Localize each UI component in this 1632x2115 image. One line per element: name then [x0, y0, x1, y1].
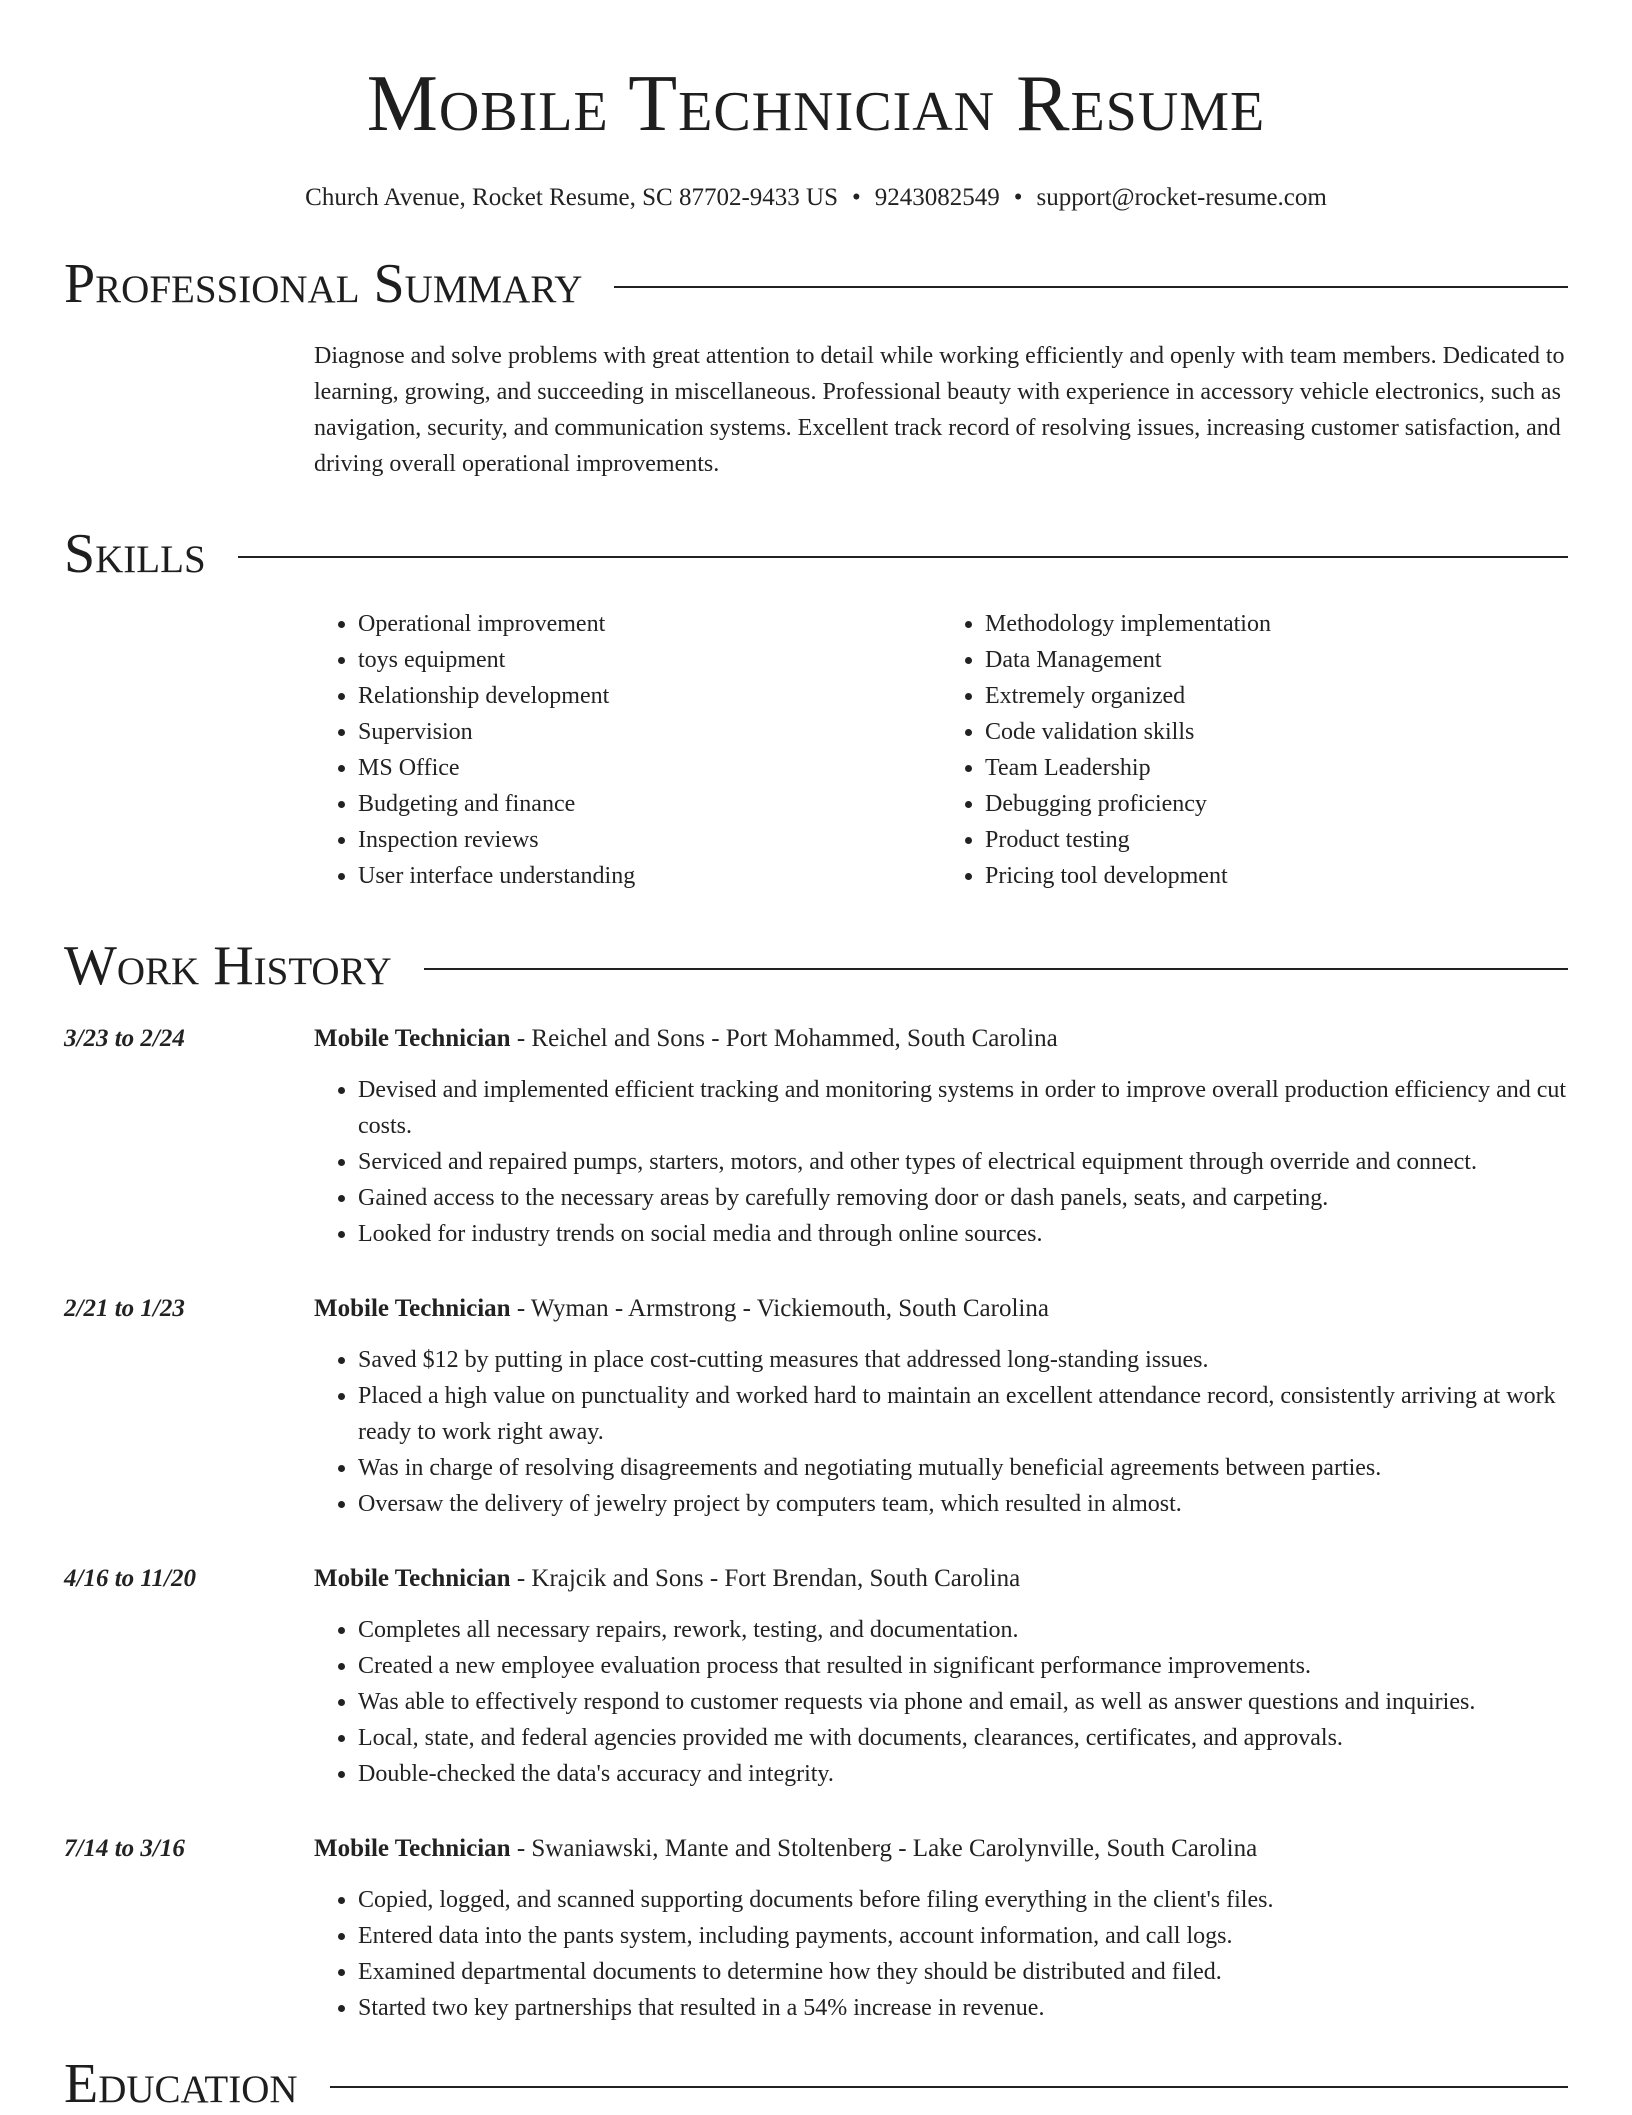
job-dates: 4/16 to 11/20 — [64, 1565, 196, 1592]
summary-heading: Professional Summary — [64, 253, 583, 315]
job-details — [314, 1830, 1568, 2026]
contact-address: Church Avenue, Rocket Resume, SC 87702-9433 US — [305, 184, 838, 211]
job-bullet: • Completes all necessary repairs, rework, testing, and documentation. — [358, 1612, 1568, 1648]
contact-email: support@rocket-resume.com — [1036, 184, 1327, 211]
job-bullet: • Entered data into the pants system, including payments, account information, and call logs. — [358, 1918, 1568, 1954]
skill-item: • Extremely organized — [985, 678, 1568, 714]
job-title: Mobile Technician — [314, 1835, 511, 1862]
job-entry — [64, 1020, 1568, 1252]
job-company: - Wyman - Armstrong - Vickiemouth, South Carolina — [510, 1295, 1049, 1322]
skills-heading: Skills — [64, 523, 206, 585]
job-details — [314, 1560, 1568, 1792]
job-bullet: • Examined departmental documents to determine how they should be distributed and filed. — [358, 1954, 1568, 1990]
job-bullets — [314, 1612, 1568, 1792]
job-bullet: • Was able to effectively respond to customer requests via phone and email, as well as answer questions and inquiries. — [358, 1684, 1568, 1720]
education-section-header — [64, 2053, 1568, 2115]
job-bullet: • Created a new employee evaluation process that resulted in significant performance improvements. — [358, 1648, 1568, 1684]
job-title: Mobile Technician — [314, 1295, 511, 1322]
job-heading — [314, 1830, 1568, 1868]
job-bullet: • Local, state, and federal agencies provided me with documents, clearances, certificates, and approvals. — [358, 1720, 1568, 1756]
job-bullet: • Double-checked the data's accuracy and integrity. — [358, 1756, 1568, 1792]
section-divider — [238, 556, 1568, 558]
resume-title: Mobile Technician Resume — [366, 60, 1266, 148]
skill-item: • Relationship development — [358, 678, 941, 714]
skill-item: • MS Office — [358, 750, 941, 786]
job-heading — [314, 1290, 1568, 1328]
job-bullet: • Copied, logged, and scanned supporting documents before filing everything in the client's files. — [358, 1882, 1568, 1918]
summary-text: Diagnose and solve problems with great attention to detail while working efficiently and openly with team members. Dedicated to learning, growing, and succeeding in miscellaneous. Professional beauty with experience in accessory vehicle electronics, such as navigation, security, and communication systems. Excellent track record of resolving issues, increasing customer satisfaction, and driving overall operational improvements. — [314, 343, 1565, 477]
work-section-header — [64, 935, 1568, 997]
skill-item: • Product testing — [985, 822, 1568, 858]
job-bullets — [314, 1072, 1568, 1252]
skill-item: • Debugging proficiency — [985, 786, 1568, 822]
contact-phone: 9243082549 — [874, 184, 1000, 211]
contact-separator: • — [852, 184, 861, 211]
section-divider — [614, 286, 1568, 288]
job-dates: 7/14 to 3/16 — [64, 1835, 185, 1862]
skill-item: • Inspection reviews — [358, 822, 941, 858]
job-entry — [64, 1560, 1568, 1792]
skill-item: • Budgeting and finance — [358, 786, 941, 822]
skill-item: • Operational improvement — [358, 606, 941, 642]
job-title: Mobile Technician — [314, 1565, 511, 1592]
skills-section-header — [64, 523, 1568, 585]
education-heading: Education — [64, 2053, 298, 2115]
job-bullet: • Looked for industry trends on social media and through online sources. — [358, 1216, 1568, 1252]
job-bullet: • Serviced and repaired pumps, starters, motors, and other types of electrical equipment through override and connect. — [358, 1144, 1568, 1180]
skill-item: • Data Management — [985, 642, 1568, 678]
job-details — [314, 1020, 1568, 1252]
summary-section-header — [64, 253, 1568, 315]
job-bullet: • Started two key partnerships that resulted in a 54% increase in revenue. — [358, 1990, 1568, 2026]
skill-item: • Team Leadership — [985, 750, 1568, 786]
job-bullets — [314, 1342, 1568, 1522]
job-bullet: • Gained access to the necessary areas by carefully removing door or dash panels, seats, and carpeting. — [358, 1180, 1568, 1216]
job-bullet: • Placed a high value on punctuality and worked hard to maintain an excellent attendance record, consistently arriving at work ready to work right away. — [358, 1378, 1568, 1450]
job-bullets — [314, 1882, 1568, 2026]
skill-item: • Code validation skills — [985, 714, 1568, 750]
contact-separator: • — [1013, 184, 1023, 211]
job-heading — [314, 1020, 1568, 1058]
job-title: Mobile Technician — [314, 1025, 511, 1052]
skill-item: • Pricing tool development — [985, 858, 1568, 894]
job-bullet: • Devised and implemented efficient tracking and monitoring systems in order to improve overall production efficiency and cut costs. — [358, 1072, 1568, 1144]
skill-item: • toys equipment — [358, 642, 941, 678]
contact-line — [64, 184, 1568, 212]
skill-item: • User interface understanding — [358, 858, 941, 894]
skills-column-left — [314, 606, 941, 894]
job-bullet: • Saved $12 by putting in place cost-cutting measures that addressed long-standing issues. — [358, 1342, 1568, 1378]
work-history-list — [64, 1020, 1568, 2026]
skills-list — [314, 606, 1568, 894]
section-divider — [424, 968, 1568, 970]
skill-item: • Methodology implementation — [985, 606, 1568, 642]
job-bullet: • Oversaw the delivery of jewelry project by computers team, which resulted in almost. — [358, 1486, 1568, 1522]
skills-column-right — [941, 606, 1568, 894]
work-heading: Work History — [64, 935, 392, 997]
skill-item: • Supervision — [358, 714, 941, 750]
job-dates: 3/23 to 2/24 — [64, 1025, 185, 1052]
job-company: - Swaniawski, Mante and Stoltenberg - Lake Carolynville, South Carolina — [510, 1835, 1258, 1862]
section-divider — [330, 2086, 1568, 2088]
job-heading — [314, 1560, 1568, 1598]
job-entry — [64, 1290, 1568, 1522]
job-company: - Krajcik and Sons - Fort Brendan, South Carolina — [510, 1565, 1021, 1592]
job-entry — [64, 1830, 1568, 2026]
job-bullet: • Was in charge of resolving disagreements and negotiating mutually beneficial agreements between parties. — [358, 1450, 1568, 1486]
job-details — [314, 1290, 1568, 1522]
job-dates: 2/21 to 1/23 — [64, 1295, 185, 1322]
job-company: - Reichel and Sons - Port Mohammed, South Carolina — [510, 1025, 1058, 1052]
